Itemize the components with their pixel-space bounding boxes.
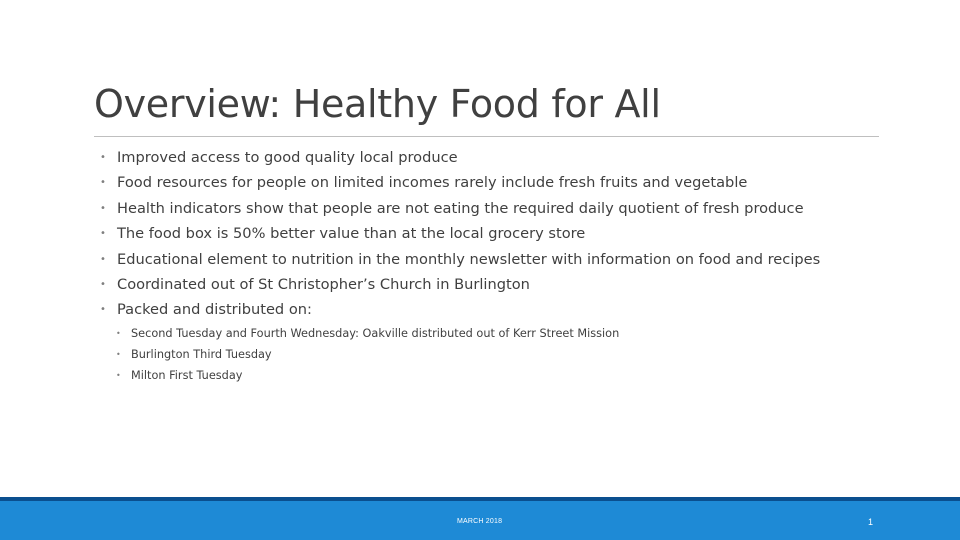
bullet-dot-icon: •	[100, 152, 106, 163]
bullet-text: Coordinated out of St Christopher’s Church in Burlington	[117, 275, 530, 293]
sub-bullet-list	[116, 325, 619, 388]
bullet-list	[100, 147, 820, 325]
bullet-item	[100, 223, 820, 248]
footer-date: MARCH 2018	[457, 518, 503, 525]
bullet-item	[100, 172, 820, 197]
sub-bullet-item	[116, 367, 619, 388]
bullet-dot-icon: •	[100, 278, 106, 290]
bullet-item	[100, 274, 820, 299]
bullet-text: Educational element to nutrition in the monthly newsletter with information on food and recipes	[117, 250, 821, 268]
sub-bullet-text: Second Tuesday and Fourth Wednesday: Oakville distributed out of Kerr Street Mission	[131, 327, 620, 340]
sub-bullet-text: Milton First Tuesday	[131, 369, 243, 382]
bullet-text: Improved access to good quality local produce	[117, 149, 458, 166]
title-divider	[94, 136, 879, 137]
sub-bullet-item	[116, 346, 619, 367]
bullet-item	[100, 249, 820, 274]
page-number: 1	[868, 517, 874, 527]
bullet-text: Packed and distributed on:	[117, 301, 312, 319]
bullet-item	[100, 299, 820, 324]
bullet-text: Health indicators show that people are not eating the required daily quotient of fresh produce	[117, 199, 804, 217]
sub-bullet-dot-icon: •	[116, 350, 121, 359]
sub-bullet-item	[116, 325, 619, 346]
bullet-item	[100, 198, 820, 223]
bullet-text: The food box is 50% better value than at the local grocery store	[117, 225, 586, 243]
sub-bullet-dot-icon: •	[116, 371, 121, 380]
sub-bullet-dot-icon: •	[116, 329, 121, 338]
bullet-dot-icon: •	[100, 228, 106, 240]
bullet-dot-icon: •	[100, 304, 106, 316]
bullet-item	[100, 147, 820, 172]
bullet-dot-icon: •	[100, 253, 106, 265]
bullet-dot-icon: •	[100, 177, 106, 189]
bullet-text: Food resources for people on limited incomes rarely include fresh fruits and vegetable	[117, 174, 748, 192]
sub-bullet-text: Burlington Third Tuesday	[131, 348, 272, 361]
bullet-dot-icon: •	[100, 202, 106, 214]
slide-title: Overview: Healthy Food for All	[94, 82, 661, 126]
